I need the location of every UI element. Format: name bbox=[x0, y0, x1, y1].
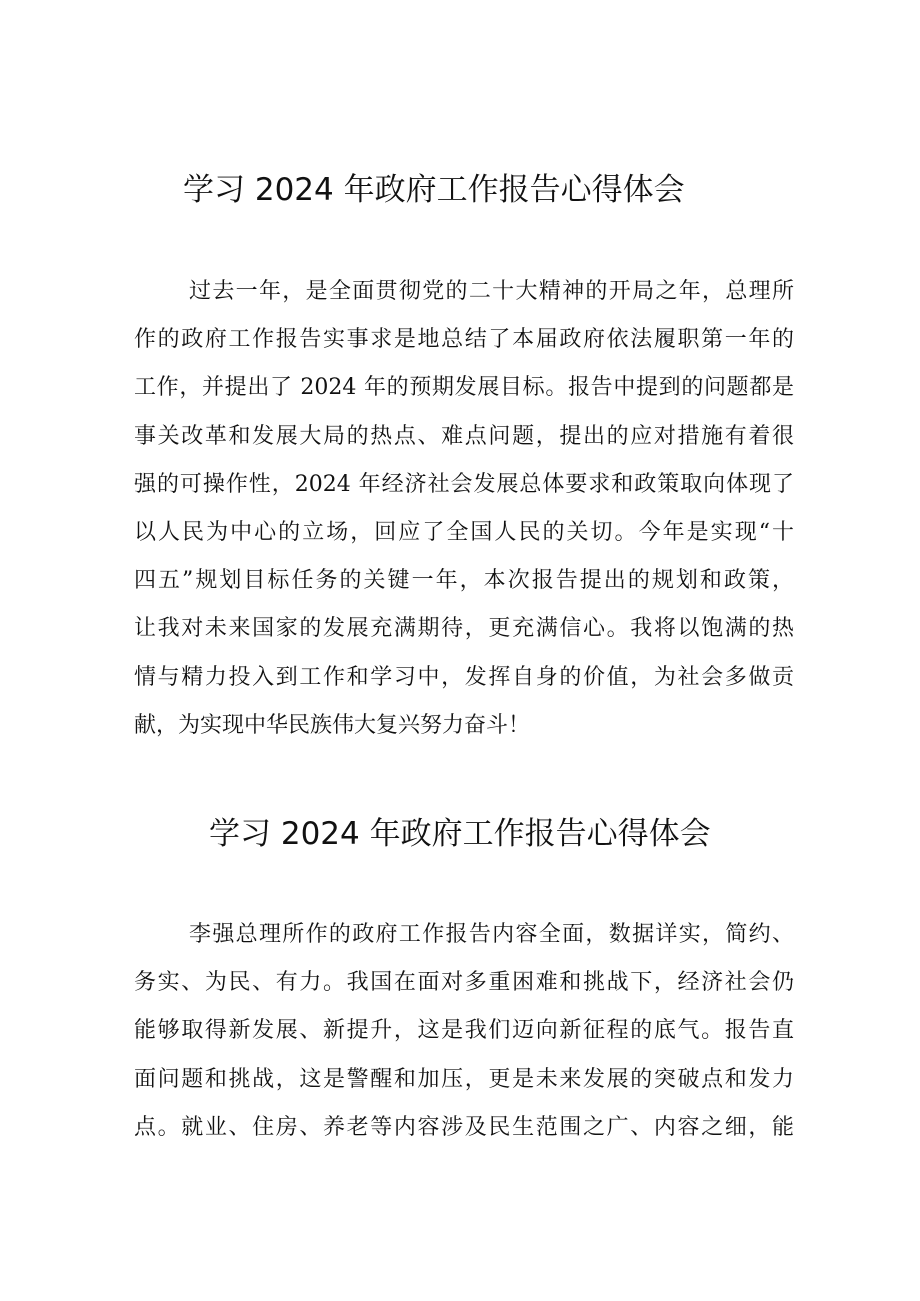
text-line: 李强总理所作的政府工作报告内容全面，数据详实，简约、 bbox=[189, 922, 794, 947]
text-line: 情与精力投入到工作和学习中，发挥自身的价值，为社会多做贡 bbox=[134, 664, 794, 690]
section-1-paragraph bbox=[134, 268, 794, 750]
text-line: 作的政府工作报告实事求是地总结了本届政府依法履职第一年的 bbox=[134, 327, 794, 353]
text-line: 献，为实现中华民族伟大复兴努力奋斗！ bbox=[134, 712, 531, 738]
text-line: 工作，并提出了 2024 年的预期发展目标。报告中提到的问题都是 bbox=[134, 375, 794, 401]
text-line: 让我对未来国家的发展充满期待，更充满信心。我将以饱满的热 bbox=[134, 616, 794, 642]
text-line: 过去一年，是全面贯彻党的二十大精神的开局之年，总理所 bbox=[189, 279, 794, 304]
section-2-paragraph bbox=[134, 911, 794, 1152]
text-line: 能够取得新发展、新提升，这是我们迈向新征程的底气。报告直 bbox=[134, 1018, 794, 1044]
text-line: 务实、为民、有力。我国在面对多重困难和挑战下，经济社会仍 bbox=[134, 970, 794, 996]
section-2-title: 学习 2024 年政府工作报告心得体会 bbox=[209, 816, 711, 852]
section-1-title: 学习 2024 年政府工作报告心得体会 bbox=[183, 172, 685, 208]
text-line: 强的可操作性，2024 年经济社会发展总体要求和政策取向体现了 bbox=[134, 471, 794, 497]
text-line: 面问题和挑战，这是警醒和加压，更是未来发展的突破点和发力 bbox=[134, 1066, 794, 1092]
text-line: 以人民为中心的立场，回应了全国人民的关切。今年是实现“十 bbox=[134, 520, 794, 546]
text-line: 点。就业、住房、养老等内容涉及民生范围之广、内容之细，能 bbox=[134, 1114, 794, 1140]
text-line: 四五”规划目标任务的关键一年，本次报告提出的规划和政策， bbox=[134, 568, 794, 594]
text-line: 事关改革和发展大局的热点、难点问题，提出的应对措施有着很 bbox=[134, 423, 794, 449]
